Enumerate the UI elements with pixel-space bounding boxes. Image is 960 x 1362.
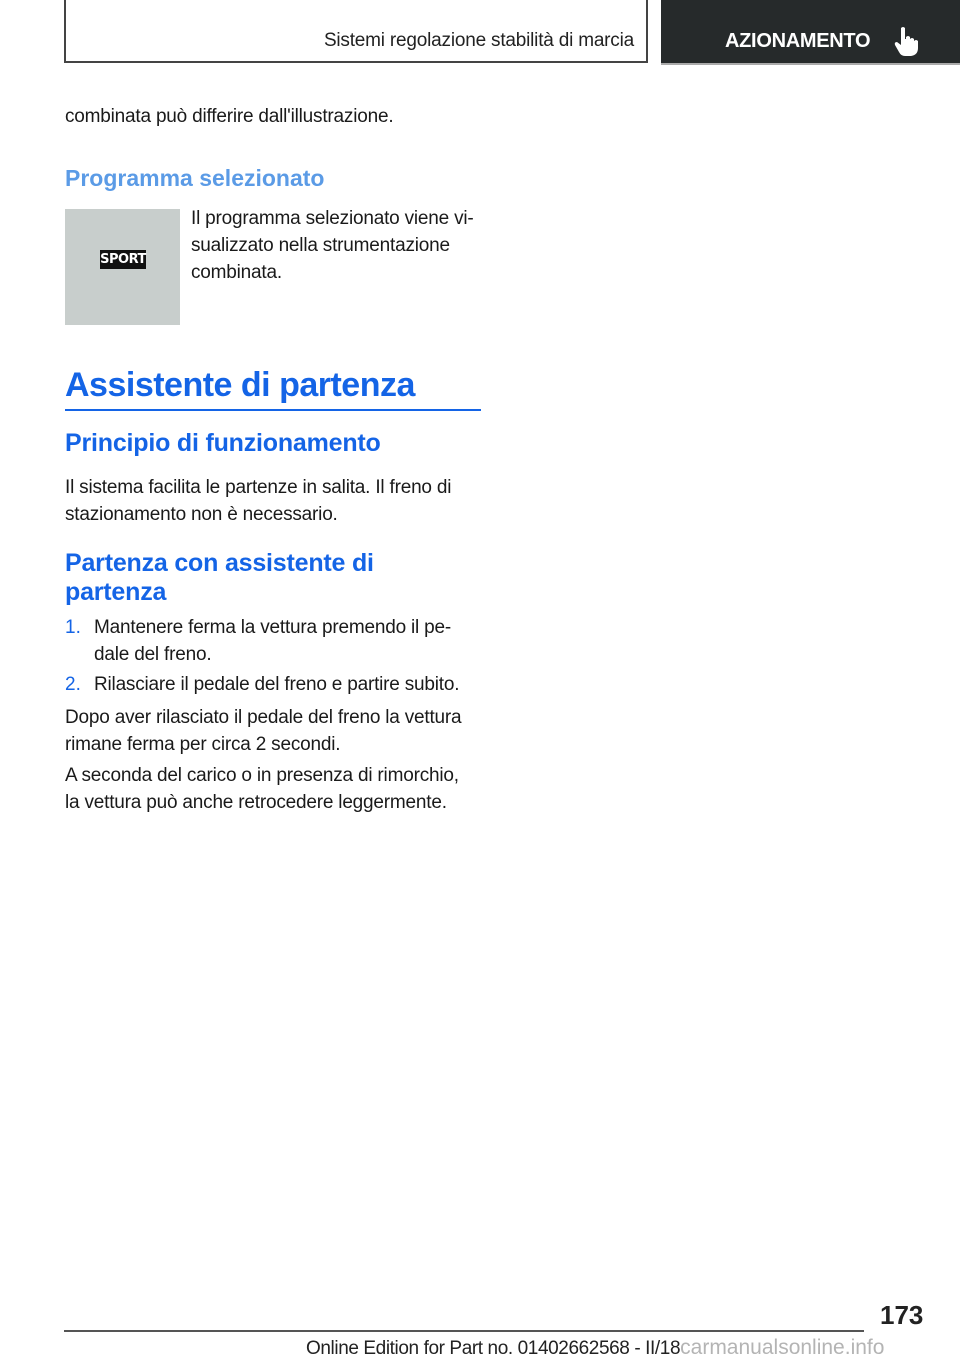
hold-text (65, 704, 485, 758)
sport-mode-figure (65, 209, 180, 325)
text-line: Il sistema facilita le partenze in salita. Il freno di (65, 477, 452, 498)
heading-selected-program: Programma selezionato (65, 165, 325, 191)
chapter-title: AZIONAMENTO (725, 30, 871, 52)
text-line: Mantenere ferma la vettura premendo il pe- (94, 617, 452, 638)
edition-text: Online Edition for Part no. 01402662568 - II/18 (306, 1338, 681, 1359)
text-line: dale del freno. (94, 644, 212, 665)
heading-line: partenza (65, 578, 167, 606)
section-title: Sistemi regolazione stabilità di marcia (323, 30, 634, 51)
text-line: sualizzato nella strumentazione (191, 235, 450, 256)
heading-starting (65, 549, 374, 607)
step-number: 1. (65, 617, 81, 638)
section-header (64, 0, 648, 63)
text-line: Rilasciare il pedale del freno e partire subito. (94, 674, 460, 695)
heading-divider (65, 409, 481, 411)
step-number: 2. (65, 674, 81, 695)
heading-principle: Principio di funzionamento (65, 429, 381, 457)
heading-line: Partenza con assistente di (65, 549, 374, 577)
text-line: rimane ferma per circa 2 secondi. (65, 734, 341, 755)
hand-pointer-icon (893, 26, 919, 56)
footer-edition (306, 1336, 884, 1360)
text-line: Il programma selezionato viene vi- (191, 208, 474, 229)
text-line: combinata. (191, 262, 282, 283)
rollback-text (65, 762, 485, 816)
text-line: la vettura può anche retrocedere leggermente. (65, 792, 447, 813)
text-line: Dopo aver rilasciato il pedale del freno la vettura (65, 707, 462, 728)
intro-text: combinata può differire dall'illustrazione. (65, 106, 394, 127)
chapter-tab (661, 0, 960, 65)
page-number: 173 (880, 1300, 924, 1330)
selected-program-text (191, 205, 491, 286)
footer-divider (64, 1330, 864, 1332)
heading-start-assist: Assistente di partenza (65, 366, 415, 404)
text-line: stazionamento non è necessario. (65, 504, 338, 525)
watermark: carmanualsonline.info (680, 1336, 885, 1359)
sport-badge: SPORT (100, 252, 146, 267)
principle-text (65, 474, 485, 528)
text-line: A seconda del carico o in presenza di rimorchio, (65, 765, 459, 786)
